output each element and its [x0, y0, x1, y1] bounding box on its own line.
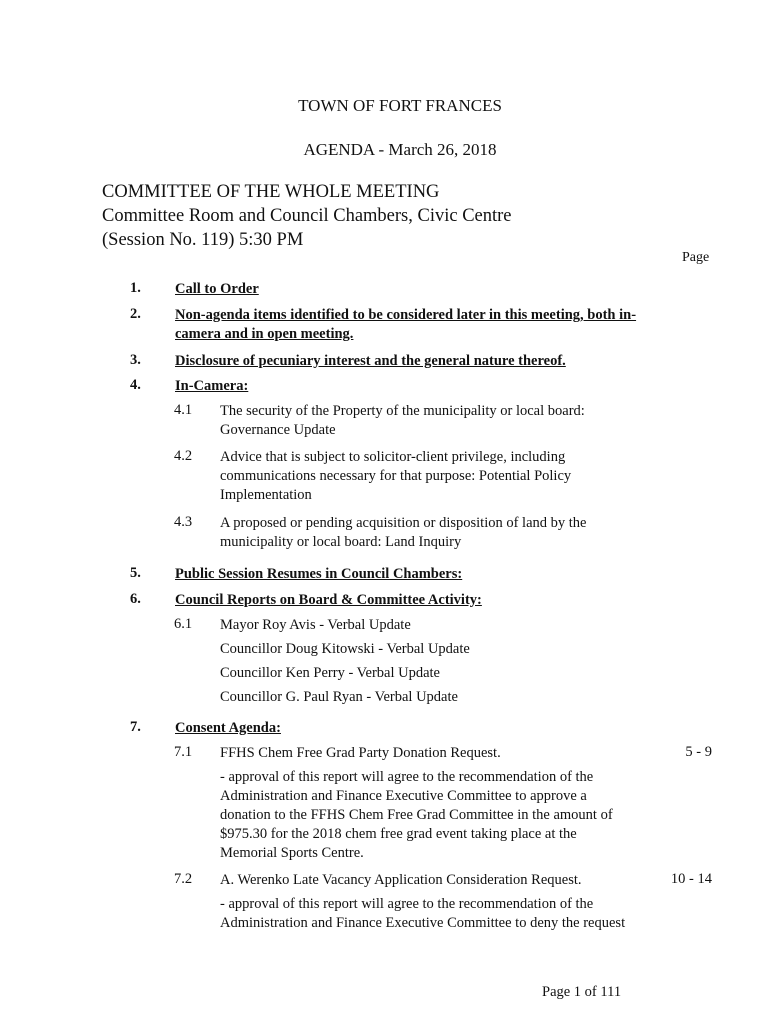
item-number: 2. — [130, 306, 141, 322]
item-title: Council Reports on Board & Committee Activity: — [175, 592, 482, 608]
meeting-name: COMMITTEE OF THE WHOLE MEETING — [102, 182, 440, 202]
page-footer: Page 1 of 111 — [542, 984, 622, 1000]
page-range: 10 - 14 — [670, 871, 712, 887]
item-title: Non-agenda items identified to be considered later in this meeting, both in-camera and in open meeting. — [175, 307, 637, 342]
sub-item-text: A proposed or pending acquisition or disposition of land by the municipality or local board: Land Inquiry — [220, 515, 587, 550]
meeting-location: Committee Room and Council Chambers, Civic Centre — [102, 206, 512, 226]
sub-item-number: 7.1 — [174, 744, 193, 760]
item-title: Disclosure of pecuniary interest and the general nature thereof. — [175, 353, 566, 369]
sub-item-text: The security of the Property of the municipality or local board: Governance Update — [220, 403, 585, 438]
item-number: 6. — [130, 591, 141, 607]
page-column-label: Page — [682, 250, 710, 265]
sub-item-number: 6.1 — [174, 616, 193, 632]
item-title: Call to Order — [175, 281, 259, 297]
item-title: Public Session Resumes in Council Chambers: — [175, 566, 463, 582]
item-title: Consent Agenda: — [175, 720, 281, 736]
sub-item-text: Councillor G. Paul Ryan - Verbal Update — [220, 689, 458, 705]
item-number: 4. — [130, 377, 141, 393]
sub-item-text: Advice that is subject to solicitor-client privilege, including communications necessary for that purpose: Potential Policy Implementation — [220, 449, 572, 503]
agenda-date: AGENDA - March 26, 2018 — [303, 140, 497, 159]
page-range: 5 - 9 — [685, 744, 712, 760]
sub-item-text: A. Werenko Late Vacancy Application Consideration Request. — [220, 872, 582, 888]
sub-item-number: 4.3 — [174, 514, 193, 530]
sub-item-text: Councillor Ken Perry - Verbal Update — [220, 665, 440, 681]
meeting-session: (Session No. 119) 5:30 PM — [102, 230, 304, 250]
item-title: In-Camera: — [175, 378, 249, 394]
item-number: 5. — [130, 565, 141, 581]
item-number: 7. — [130, 719, 141, 735]
sub-item-description: - approval of this report will agree to the recommendation of the Administration and Finance Executive Committee to approve a donation to the FFHS Chem Free Grad Committee in the amount of $975.30 for the 2018 chem free grad event taking place at the Memorial Sports Centre. — [220, 769, 613, 861]
sub-item-number: 4.1 — [174, 402, 193, 418]
sub-item-number: 4.2 — [174, 448, 193, 464]
sub-item-text: Councillor Doug Kitowski - Verbal Update — [220, 641, 470, 657]
sub-item-text: FFHS Chem Free Grad Party Donation Request. — [220, 745, 501, 761]
sub-item-text: Mayor Roy Avis - Verbal Update — [220, 617, 411, 633]
item-number: 3. — [130, 352, 141, 368]
sub-item-description: - approval of this report will agree to the recommendation of the Administration and Finance Executive Committee to deny the request — [220, 896, 626, 931]
document-title: TOWN OF FORT FRANCES — [298, 96, 502, 115]
sub-item-number: 7.2 — [174, 871, 193, 887]
item-number: 1. — [130, 280, 141, 296]
